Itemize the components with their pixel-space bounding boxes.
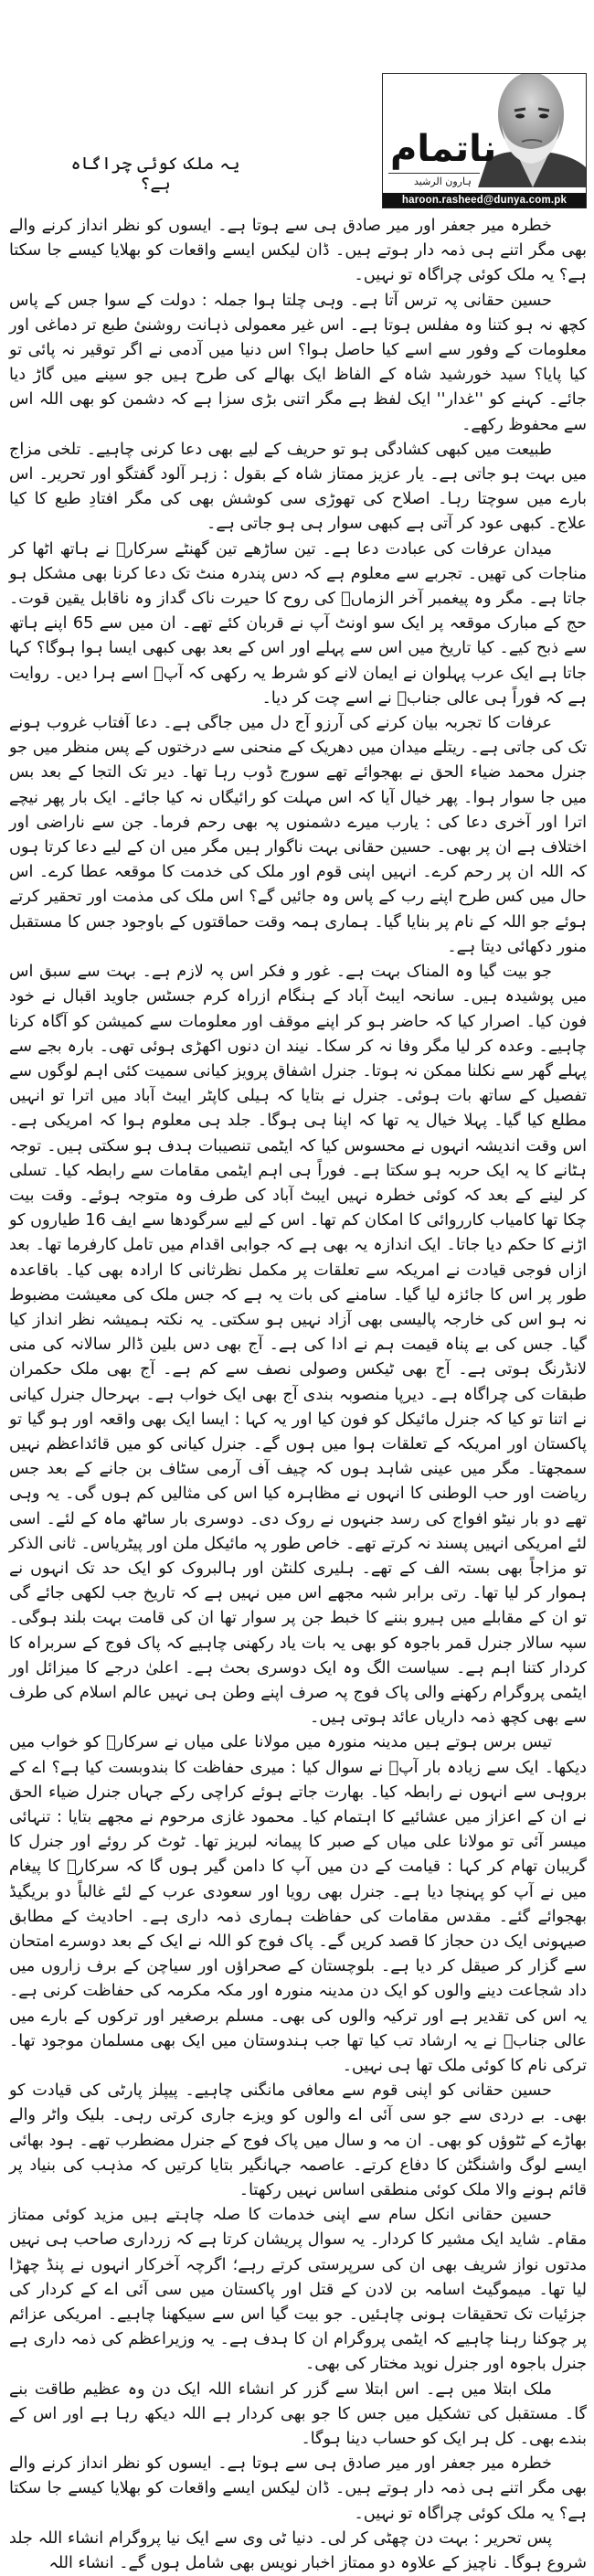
paragraph: خطرہ میر جعفر اور میر صادق ہی سے ہوتا ہے۔ ایسوں کو نظر انداز کرنے والے بھی مگر اتنے ہی ذمہ دار ہوتے ہیں۔ ڈان لیکس ایسے واقعات کو بھلایا کیسے جا سکتا ہے؟ یہ ملک کوئی چراگاہ تو نہیں۔	[9, 217, 587, 285]
paragraph: میدان عرفات کی عبادت دعا ہے۔ تین ساڑھے تین گھنٹے سرکارؐ نے ہاتھ اٹھا کر مناجات کی تھیں۔ تجربے سے معلوم ہے کہ دس پندرہ منٹ تک دعا کرنا بھی مشکل ہو جاتا ہے۔ مگر وہ پیغمبر آخر الزماںؐ کی روح کا حیرت ناک گداز وہ ناقابل یقین قوت۔ حج کے مبارک موقعہ پر ایک سو اونٹ آپ نے قربان کئے تھے۔ ان میں سے 65 اپنے ہاتھ سے ذبح کیے۔ کیا تاریخ میں اس سے پہلے اور اس کے بعد بھی کبھی ایسا ہوا ہوگا؟ کہا جاتا ہے ایک عرب پہلوان نے ایمان لانے کو شرط یہ رکھی کہ آپؐ اسے ہرا دیں۔ روایت ہے کہ فوراً ہی عالی جنابؐ نے اسے چت کر دیا۔	[9, 539, 587, 708]
column-header-box	[382, 73, 587, 208]
article-body	[9, 214, 587, 2576]
postscript: پس تحریر : بہت دن چھٹی کر لی۔ دنیا ٹی وی سے ایک نیا پروگرام انشاء اللہ جلد شروع ہوگا۔ ناچیز کے علاوہ دو ممتاز اخبار نویس بھی شامل ہوں گے۔ انشاء اللہ	[9, 2528, 587, 2573]
paragraph: ملک ابتلا میں ہے۔ اس ابتلا سے گزر کر انشاء اللہ ایک دن وہ عظیم طاقت بنے گا۔ مستقبل کی تشکیل میں جس کا جو بھی کردار ہے اللہ دیکھ رہا ہے اور اس کے بندے بھی۔ کل ہر ایک کو حساب دینا ہوگا۔	[9, 2379, 587, 2449]
column-divider	[388, 173, 480, 174]
paragraph: حسین حقانی کو اپنی قوم سے معافی مانگنی چاہیے۔ پیپلز پارٹی کی قیادت کو بھی۔ بے دردی سے جو سی آئی اے والوں کو ویزے جاری کرتی رہی۔ بلیک واٹر والے بھاڑے کے ٹٹوؤں کو بھی۔ ان مہ و سال میں پاک فوج کے جنرل مضطرب تھے۔ ہود بھائی ایسے لوگ واشنگٹن کا دفاع کرتے۔ عاصمہ جہانگیر بتایا کرتیں کہ مذہب کی بنیاد پر قائم ہونے والا ملک کوئی منطقی اساس نہیں رکھتا۔	[9, 2081, 587, 2200]
paragraph: جو بیت گیا وہ المناک بہت ہے۔ غور و فکر اس پہ لازم ہے۔ بہت سے سبق اس میں پوشیدہ ہیں۔ سانحہ ایبٹ آباد کے ہنگام ازراہ کرم جسٹس جاوید اقبال نے خود فون کیا۔ اصرار کیا کہ حاضر ہو کر اپنے موقف اور معلومات سے کمیشن کو آگاہ کرنا چاہیے۔ وعدہ کر لیا مگر وفا نہ کر سکا۔ نیند ان دنوں اکھڑی ہوئی تھی۔ بارہ بجے سے پہلے گھر سے نکلنا ممکن نہ ہوتا۔ جنرل اشفاق پرویز کیانی سمیت کئی اہم لوگوں سے تفصیل کے ساتھ بات ہوئی۔ جنرل نے بتایا کہ ہیلی کاپٹر ایبٹ آباد میں اترا تو انہیں مطلع کیا گیا۔ پہلا خیال یہ تھا کہ اپنا ہی ہوگا۔ جلد ہی معلوم ہوا کہ امریکی ہے۔ اس وقت اندیشہ انہوں نے محسوس کیا کہ ایٹمی تنصیبات ہدف ہو سکتی ہیں۔ توجہ ہٹانے کا یہ ایک حربہ ہو سکتا ہے۔ فوراً ہی اہم ایٹمی مقامات سے رابطہ کیا۔ تسلی کر لینے کے بعد کہ کوئی خطرہ نہیں ایبٹ آباد کی طرف وہ متوجہ ہوئے۔ وقت بیت چکا تھا کامیاب کارروائی کا امکان کم تھا۔ اس کے لیے سرگودھا سے ایف 16 طیاروں کو اڑنے کا حکم دیا جاتا۔ ایک اندازہ یہ بھی ہے کہ جوابی اقدام میں تامل کارفرما تھا۔ بعد ازاں فوجی قیادت نے امریکہ سے تعلقات پر مکمل نظرثانی کا ارادہ بھی کیا۔ باقاعدہ طور پر اس کا جائزہ لیا گیا۔ سامنے کی بات یہ ہے کہ جس ملک کی معیشت مضبوط نہ ہو اس کی خارجہ پالیسی بھی آزاد نہیں ہو سکتی۔ یہ نکتہ ہمیشہ نظر انداز کیا گیا۔ جس کی بے پناہ قیمت ہم نے ادا کی ہے۔ آج بھی دس بلین ڈالر سالانہ کی منی لانڈرنگ ہوتی ہے۔ آج بھی ٹیکس وصولی نصف سے کم ہے۔ آج بھی ملک حکمران طبقات کی چراگاہ ہے۔ دیرپا منصوبہ بندی آج بھی ایک خواب ہے۔ بہرحال جنرل کیانی نے اتنا تو کیا کہ جنرل مائیکل کو فون کیا اور یہ کہا : ایسا ایک بھی واقعہ اور ہو گیا تو پاکستان اور امریکہ کے تعلقات ہوا میں ہوں گے۔ جنرل کیانی کو میں قائداعظم نہیں سمجھتا۔ مگر میں عینی شاہد ہوں کہ چیف آف آرمی سٹاف بن جانے کے بعد جس ریاضت اور حب الوطنی کا انہوں نے مظاہرہ کیا اس کی مثالیں کم ہوں گی۔ یہ وہی تھے دو بار نیٹو افواج کی رسد جنہوں نے روک دی۔ دوسری بار ساٹھ ماہ کے لئے۔ اسی لئے امریکی انہیں پسند نہ کرتے تھے۔ خاص طور پہ مائیکل ملن اور پیٹریاس۔ ثانی الذکر تو مزاجاً بھی بستہ الف کے تھے۔ ہلیری کلنٹن اور ہالبروک کو ایک حد تک انہوں نے ہموار کر لیا تھا۔ رتی برابر شبہ مجھے اس میں نہیں ہے کہ تاریخ جب لکھی جائے گی تو ان کے مقابلے میں ہیرو بننے کا خبط جن پر سوار تھا ان کی قامت بہت بلند ہوگی۔ سپہ سالار جنرل قمر باجوہ کو بھی یہ بات یاد رکھنی چاہیے کہ پاک فوج کے سربراہ کا کردار کتنا اہم ہے۔ سیاست الگ وہ ایک دوسری بحث ہے۔ اعلیٰ درجے کا میزائل اور ایٹمی پروگرام رکھنے والی پاک فوج پہ صرف اپنے وطن ہی نہیں عالم اسلام کی طرف سے بھی کچھ ذمہ داریاں عائد ہوتی ہیں۔	[9, 963, 587, 1728]
paragraph: طبیعت میں کبھی کشادگی ہو تو حریف کے لیے بھی دعا کرنی چاہیے۔ تلخی مزاج میں بہت ہو جاتی ہے۔ یار عزیز ممتاز شاہ کے بقول : زہر آلود گفتگو اور تحریر۔ اس بارے میں سوچتا رہا۔ اصلاح کی تھوڑی سی کوشش بھی کی مگر افتادِ طبع کا کیا علاج۔ کبھی عود کر آتی ہے کبھی سوار ہی ہو جاتی ہے۔	[9, 440, 587, 534]
paragraph: حسین حقانی پہ ترس آتا ہے۔ وہی چلتا ہوا جملہ : دولت کے سوا جس کے پاس کچھ نہ ہو کتنا وہ مفلس ہوتا ہے۔ اس غیر معمولی ذہانت روشنیٔ طبع تر دماغی اور معلومات کے وفور سے اسے کیا حاصل ہوا؟ اس دنیا میں آدمی نے اگر توقیر نہ پائی تو کیا پایا؟ سید خورشید شاہ کے الفاظ ایک بھالے کی طرح ہیں جو سینے میں گاڑ دیا جائے۔ کہنے کو ''غدار'' ایک لفظ ہے مگر اتنی بڑی سزا ہے کہ دشمن کو بھی اللہ اس سے محفوظ رکھے۔	[9, 291, 587, 434]
article-headline: یہ ملک کوئی چراگاہ ہے؟	[70, 154, 240, 194]
author-name: ہارون الرشید	[414, 176, 472, 187]
paragraph: تیس برس ہوتے ہیں مدینہ منورہ میں مولانا علی میاں نے سرکارؐ کو خواب میں دیکھا۔ ایک سے زیادہ بار آپؐ نے سوال کیا : میری حفاظت کا بندوبست کیا ہے؟ اے کے بروہی سے انہوں نے رابطہ کیا۔ بھارت جاتے ہوئے کراچی رکے جہاں جنرل ضیاء الحق نے ان کے اعزاز میں عشائیے کا اہتمام کیا۔ محمود غازی مرحوم نے مجھے بتایا : تنہائی میسر آئی تو مولانا علی میاں کے صبر کا پیمانہ لبریز تھا۔ ٹوٹ کر روئے اور جنرل کا گریبان تھام کر کہا : قیامت کے دن میں آپ کا دامن گیر ہوں گا کہ سرکارؐ کا پیغام میں نے آپ کو پہنچا دیا ہے۔ جنرل بھی رویا اور سعودی عرب کے لئے غالباً دو بریگیڈ بھجوائے گئے۔ مقدس مقامات کی حفاظت ہماری ذمہ داری ہے۔ احادیث کے مطابق صیہونی ایک دن حجاز کا قصد کریں گے۔ پاک فوج کو اللہ نے ایک کے بعد دوسرے امتحان سے گزار کر صیقل کر دیا ہے۔ بلوچستان کے صحراؤں اور سیاچن کے برف زاروں میں داد شجاعت دینے والوں کو ایک دن مدینہ منورہ اور مکہ مکرمہ کی حفاظت کرنی ہے۔ یہ اس کی تقدیر ہے اور ترکیہ والوں کی بھی۔ مسلم برصغیر اور ترکوں کے بارے میں عالی جنابؐ نے یہ ارشاد تب کیا تھا جب ہندوستان میں ایک بھی مسلمان موجود تھا۔ ترکی نام کا کوئی ملک تھا ہی نہیں۔	[9, 1733, 587, 2076]
paragraph: حسین حقانی انکل سام سے اپنی خدمات کا صلہ چاہتے ہیں مزید کوئی ممتاز مقام۔ شاید ایک مشیر کا کردار۔ یہ سوال پریشان کرتا ہے کہ زرداری صاحب ہی نہیں مدتوں نواز شریف بھی ان کی سرپرستی کرتے رہے؛ اگرچہ آخرکار انہوں نے پنڈ چھڑا لیا تھا۔ میموگیٹ اسامہ بن لادن کے قتل اور پاکستان میں سی آئی اے کے کردار کی جزئیات تک تحقیقات ہونی چاہئیں۔ جو بیت گیا اس سے سیکھنا چاہیے۔ امریکی عزائم پر چوکنا رہنا چاہیے کہ ایٹمی پروگرام ان کا ہدف ہے۔ یہ وزیراعظم کی ذمہ داری ہے جنرل باجوہ اور جنرل نوید مختار کی بھی۔	[9, 2206, 587, 2374]
paragraph: خطرہ میر جعفر اور میر صادق ہی سے ہوتا ہے۔ ایسوں کو نظر انداز کرنے والے بھی مگر اتنے ہی ذمہ دار ہوتے ہیں۔ ڈان لیکس ایسے واقعات کو بھلایا کیسے جا سکتا ہے؟ یہ ملک کوئی چراگاہ تو نہیں۔	[9, 2454, 587, 2523]
column-name: ناتمام	[390, 128, 497, 170]
paragraph: عرفات کا تجربہ بیان کرنے کی آرزو آج دل میں جاگی ہے۔ دعا آفتاب غروب ہونے تک کی جاتی ہے۔ ریتلے میدان میں دھریک کے منحنی سے درختوں کے پس منظر میں جو جنرل محمد ضیاء الحق نے بھجوائے تھے سورج ڈوب رہا تھا۔ دیر تک التجا کے بعد بس میں جا سوار ہوا۔ پھر خیال آیا کہ اس مہلت کو رائیگاں نہ کیا جائے۔ ایک بار پھر نیچے اترا اور آخری دعا کی : یارب میرے دشمنوں پہ بھی رحم فرما۔ جن سے ناراضی اور اختلاف ہے ان پر بھی۔ حسین حقانی بہت ناگوار ہیں مگر میں ان کے لیے دعا کرتا ہوں کہ اللہ ان پر رحم کرے۔ انہیں اپنی قوم اور ملک کی خدمت کا موقعہ عطا کرے۔ اس حال میں کس طرح اپنے رب کے پاس وہ جائیں گے؟ اس ملک کی مذمت اور تحقیر کرتے ہوئے جو اللہ کے نام پر بنایا گیا۔ ہماری ہمہ وقت حماقتوں کے باوجود جس کا مستقبل منور دکھائی دیتا ہے۔	[9, 714, 587, 956]
author-email[interactable]: haroon.rasheed@dunya.com.pk	[383, 193, 586, 208]
